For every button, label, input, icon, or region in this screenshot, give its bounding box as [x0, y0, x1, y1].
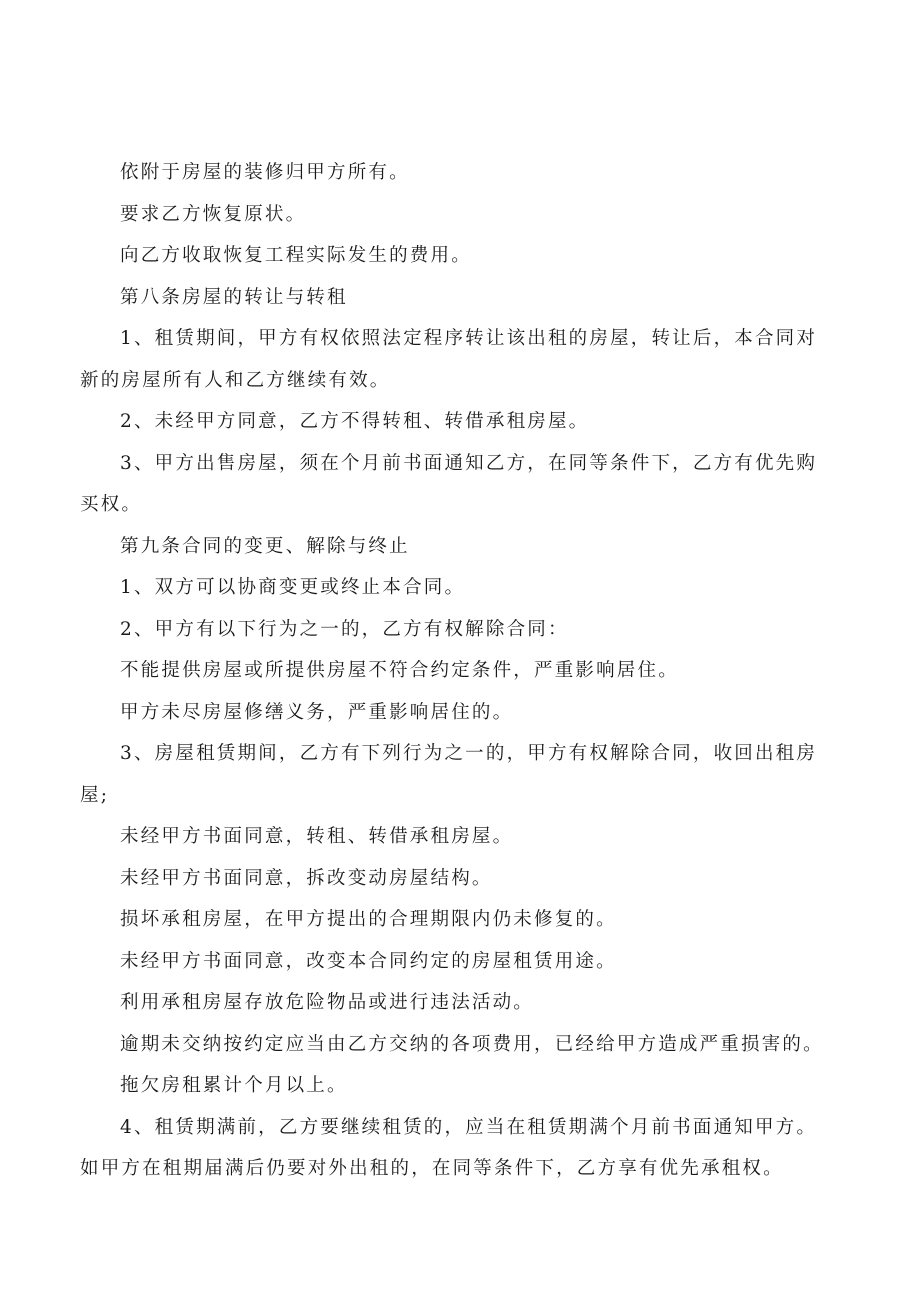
clause-3-item-1: 未经甲方书面同意，转租、转借承租房屋。	[120, 826, 514, 847]
clause-3-item-2: 未经甲方书面同意，拆改变动房屋结构。	[120, 867, 493, 889]
paragraph-restore-original: 要求乙方恢复原状。	[120, 203, 307, 225]
clause-3-item-4: 未经甲方书面同意，改变本合同约定的房屋租赁用途。	[120, 950, 617, 972]
clause-3-item-5: 利用承租房屋存放危险物品或进行违法活动。	[120, 992, 535, 1013]
article-9-clause-2: 2、甲方有以下行为之一的，乙方有权解除合同：	[120, 618, 569, 640]
paragraph-restore-cost: 向乙方收取恢复工程实际发生的费用。	[120, 245, 472, 266]
paragraph-decoration-ownership: 依附于房屋的装修归甲方所有。	[120, 162, 410, 183]
article-9-clause-3: 3、房屋租赁期间，乙方有下列行为之一的，甲方有权解除合同，收回出租房屋;	[80, 743, 818, 806]
clause-3-item-3: 损坏承租房屋，在甲方提出的合理期限内仍未修复的。	[120, 909, 617, 930]
clause-3-item-7: 拖欠房租累计个月以上。	[120, 1075, 348, 1096]
article-9-clause-4: 4、租赁期满前，乙方要继续租赁的，应当在租赁期满个月前书面通知甲方。如甲方在租期届满后仍要对外出租的，在同等条件下，乙方享有优先承租权。	[80, 1116, 818, 1179]
article-9-heading: 第九条合同的变更、解除与终止	[120, 535, 410, 557]
article-8-clause-2: 2、未经甲方同意，乙方不得转租、转借承租房屋。	[120, 411, 590, 432]
clause-2-item-2: 甲方未尽房屋修缮义务，严重影响居住的。	[120, 701, 514, 723]
article-8-heading: 第八条房屋的转让与转租	[120, 286, 348, 308]
article-8-clause-3: 3、甲方出售房屋，须在个月前书面通知乙方，在同等条件下，乙方有优先购买权。	[80, 452, 818, 515]
article-9-clause-1: 1、双方可以协商变更或终止本合同。	[120, 577, 466, 598]
contract-text-body	[80, 152, 830, 1190]
article-8-clause-1: 1、租赁期间，甲方有权依照法定程序转让该出租的房屋，转让后，本合同对新的房屋所有人和乙方继续有效。	[80, 328, 818, 391]
clause-3-item-6: 逾期未交纳按约定应当由乙方交纳的各项费用，已经给甲方造成严重损害的。	[120, 1033, 824, 1055]
clause-2-item-1: 不能提供房屋或所提供房屋不符合约定条件，严重影响居住。	[120, 660, 679, 681]
